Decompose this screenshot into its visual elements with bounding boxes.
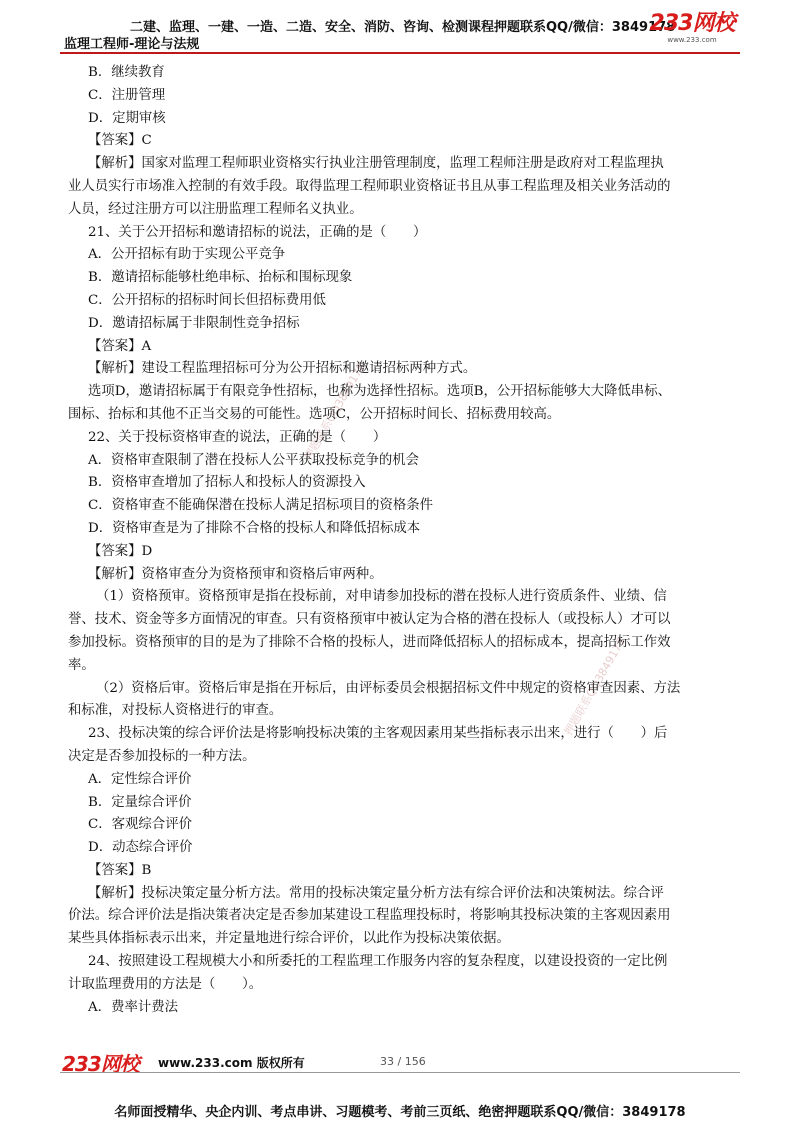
question-21: 21、关于公开招标和邀请招标的说法，正确的是（ ） xyxy=(88,224,427,240)
question-23-cont: 决定是否参加投标的一种方法。 xyxy=(68,748,256,764)
answer-line: 【答案】D xyxy=(88,543,153,559)
option-line: A．费率计费法 xyxy=(88,999,179,1015)
answer-line: 【答案】C xyxy=(88,133,152,149)
explanation-line: 选项D，邀请招标属于有限竞争性招标，也称为选择性招标。选项B，公开招标能够大大降低串标、 xyxy=(88,384,671,400)
explanation-line: 人员，经过注册方可以注册监理工程师名义执业。 xyxy=(68,201,363,217)
logo-text: 233网校 xyxy=(649,11,735,36)
explanation-line: 某些具体指标表示出来，并定量地进行综合评价，以此作为投标决策依据。 xyxy=(68,931,510,947)
explanation-line: 【解析】投标决策定量分析方法。常用的投标决策定量分析方法有综合评价法和决策树法。综合评 xyxy=(88,885,664,901)
header-promo-line: 二建、监理、一建、一造、二造、安全、消防、咨询、检测课程押题联系QQ/微信：3849178 xyxy=(130,20,676,35)
footer-logo: 233网校 xyxy=(62,1052,139,1076)
option-line: C．客观综合评价 xyxy=(88,817,192,833)
page-number: 33 / 156 xyxy=(380,1055,426,1068)
question-24-cont: 计取监理费用的方法是（ ）。 xyxy=(68,976,263,992)
explanation-line: 【解析】建设工程监理招标可分为公开招标和邀请招标两种方式。 xyxy=(88,361,477,377)
question-23: 23、投标决策的综合评价法是将影响投标决策的主客观因素用某些指标表示出来，进行（ ）后 xyxy=(88,726,668,742)
explanation-line: 率。 xyxy=(68,657,95,673)
footer-site: www.233.com 版权所有 xyxy=(158,1056,305,1070)
option-line: A．资格审查限制了潜在投标人公平获取投标竞争的机会 xyxy=(88,452,420,468)
option-line: D．定期审核 xyxy=(88,110,166,126)
question-24: 24、按照建设工程规模大小和所委托的工程监理工作服务内容的复杂程度，以建设投资的一定比例 xyxy=(88,954,668,970)
option-line: D．邀请招标属于非限制性竞争招标 xyxy=(88,315,300,331)
footer-promo-line: 名师面授精华、央企内训、考点串讲、习题模考、考前三页纸、绝密押题联系QQ/微信：3849178 xyxy=(114,1105,686,1120)
option-line: B．定量综合评价 xyxy=(88,794,192,810)
explanation-line: 围标、抬标和其他不正当交易的可能性。选项C，公开招标时间长、招标费用较高。 xyxy=(68,406,561,422)
explanation-line: 和标准，对投标人资格进行的审查。 xyxy=(68,703,283,719)
option-line: A．定性综合评价 xyxy=(88,771,192,787)
explanation-line: 【解析】国家对监理工程师职业资格实行执业注册管理制度，监理工程师注册是政府对工程监理执 xyxy=(88,156,664,172)
watermark: 押题联系QQ3849178 xyxy=(301,360,369,463)
option-line: C．资格审查不能确保潜在投标人满足招标项目的资格条件 xyxy=(88,498,434,514)
answer-line: 【答案】B xyxy=(88,862,152,878)
header-divider xyxy=(60,52,740,54)
explanation-line: （1）资格预审。资格预审是指在投标前，对申请参加投标的潜在投标人进行资质条件、业绩、信 xyxy=(96,589,667,605)
option-line: C．注册管理 xyxy=(88,87,166,103)
option-line: B．邀请招标能够杜绝串标、抬标和围标现象 xyxy=(88,270,353,286)
brand-logo xyxy=(642,12,742,44)
logo-url: www.233.com xyxy=(667,36,717,44)
explanation-line: （2）资格后审。资格后审是指在开标后，由评标委员会根据招标文件中规定的资格审查因素、方法 xyxy=(96,680,681,696)
option-line: B．资格审查增加了招标人和投标人的资源投入 xyxy=(88,475,366,491)
question-22: 22、关于投标资格审查的说法，正确的是（ ） xyxy=(88,429,387,445)
option-line: A．公开招标有助于实现公平竞争 xyxy=(88,247,286,263)
option-line: C．公开招标的招标时间长但招标费用低 xyxy=(88,292,326,308)
header-subject: 监理工程师-理论与法规 xyxy=(64,37,200,52)
document-body xyxy=(68,62,734,1019)
watermark: 押题联系QQ3849178 xyxy=(561,635,629,738)
option-line: B．继续教育 xyxy=(88,65,165,80)
explanation-line: 誉、技术、资金等多方面情况的审查。只有资格预审中被认定为合格的潜在投标人（或投标人）才可以 xyxy=(68,612,671,628)
explanation-line: 【解析】资格审查分为资格预审和资格后审两种。 xyxy=(88,566,383,582)
footer-divider xyxy=(60,1072,740,1073)
explanation-line: 业人员实行市场准入控制的有效手段。取得监理工程师职业资格证书且从事工程监理及相关业务活动的 xyxy=(68,178,671,194)
answer-line: 【答案】A xyxy=(88,338,152,354)
option-line: D．动态综合评价 xyxy=(88,840,193,856)
explanation-line: 价法。综合评价法是指决策者决定是否参加某建设工程监理投标时，将影响其投标决策的主客观因素用 xyxy=(68,908,671,924)
option-line: D．资格审查是为了排除不合格的投标人和降低招标成本 xyxy=(88,520,421,536)
explanation-line: 参加投标。资格预审的目的是为了排除不合格的投标人，进而降低招标人的招标成本，提高招标工作效 xyxy=(68,634,671,650)
